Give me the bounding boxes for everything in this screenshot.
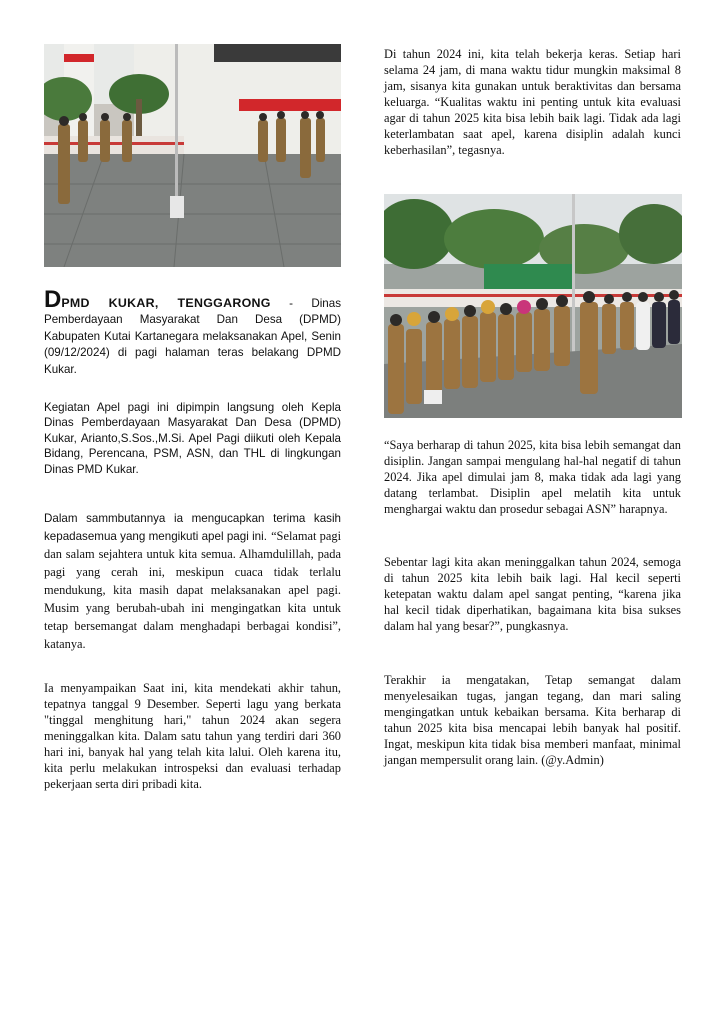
dropcap-letter: D [44, 286, 62, 313]
paragraph-3-sans: Dalam sammbutannya ia mengucapkan terima kasih kepadasemua yang mengikuti apel pagi ini. [44, 512, 341, 543]
dateline-dash: - [270, 297, 312, 310]
dateline: PMD KUKAR, TENGGARONG [61, 296, 271, 310]
paragraph-2: Kegiatan Apel pagi ini dipimpin langsung oleh Kepla Dinas Pemberdayaan Masyarakat Dan Desa (DPMD) Kukar, Arianto,S.Sos.,M.Si. Apel Pagi diikuti oleh Kepala Bidang, Perencana, PSM, ASN, dan THL di lingkungan Dinas PMD Kukar. [44, 401, 341, 476]
lead-sans-text: Dinas Pemberdayaan Masyarakat Dan Desa (DPMD) Kabupaten Kutai Kartanegara melaksanakan Apel, Senin (09/12/2024) di pagi halaman teras belakang DPMD Kukar. [44, 297, 341, 376]
paragraph-3 [44, 509, 341, 653]
paragraph-6: “Saya berharap di tahun 2025, kita bisa lebih semangat dan disiplin. Jangan sampai mengulang hal-hal negatif di tahun 2024. Jika apel dimulai jam 8, maka tidak ada lagi yang datang terlambat. Disiplin apel melatih kita untuk menghargai waktu dan prosedur sebagai ASN” harapnya. [384, 438, 681, 516]
paragraph-3-serif: “Selamat pagi dan salam sejahtera untuk kita semua. Alhamdulillah, pada pagi yang cerah ini, meskipun cuaca tidak terlalu mendukung, kita masih dapat melaksanakan apel pagi. Musim yang berubah-ubah ini mengingatkan kita untuk tetap bersemangat dalam menghadapi berbagai kondisi”, katanya. [44, 529, 342, 651]
lead-paragraph [44, 286, 341, 377]
paragraph-7: Sebentar lagi kita akan meninggalkan tahun 2024, semoga di tahun 2025 kita lebih baik lagi. Hal kecil seperti ketepatan waktu dalam apel sangat penting, “karena jika hal kecil tidak diperhatikan, bagaimana kita bisa sukses dalam hal yang besar?”, pungkasnya. [384, 555, 681, 633]
paragraph-5: Di tahun 2024 ini, kita telah bekerja keras. Setiap hari selama 24 jam, di mana waktu tidur mungkin maksimal 8 jam, sisanya kita gunakan untuk beraktivitas dan bersama keluarga. “Kualitas waktu ini penting untuk kita evaluasi agar di tahun 2025 kita bisa lebih baik lagi. Tidak ada lagi keterlambatan saat apel, karena disiplin adalah kunci keberhasilan”, tegasnya. [384, 47, 681, 157]
paragraph-8: Terakhir ia mengatakan, Tetap semangat dalam menyelesaikan tugas, jangan tegang, dan mari saling mengingatkan untuk kebaikan bersama. Kita berharap di tahun 2025 kita bisa mencapai lebih banyak hal positif. Ingat, meskipun kita tidak bisa memberi manfaat, minimal jangan mempersulit orang lain. (@y.Admin) [384, 673, 681, 767]
photo-apel-leader [44, 44, 341, 267]
photo-apel-participants [384, 194, 682, 418]
paragraph-4: Ia menyampaikan Saat ini, kita mendekati akhir tahun, tepatnya tanggal 9 Desember. Seperti lagu yang berkata "tinggal menghitung hari," tahun 2024 akan segera meninggalkan kita. Dalam satu tahun yang terdiri dari 360 hari ini, banyak hal yang telah kita lalui. Oleh karena itu, kita perlu melakukan introspeksi dan evaluasi terhadap pekerjaan serta diri pribadi kita. [44, 681, 341, 791]
